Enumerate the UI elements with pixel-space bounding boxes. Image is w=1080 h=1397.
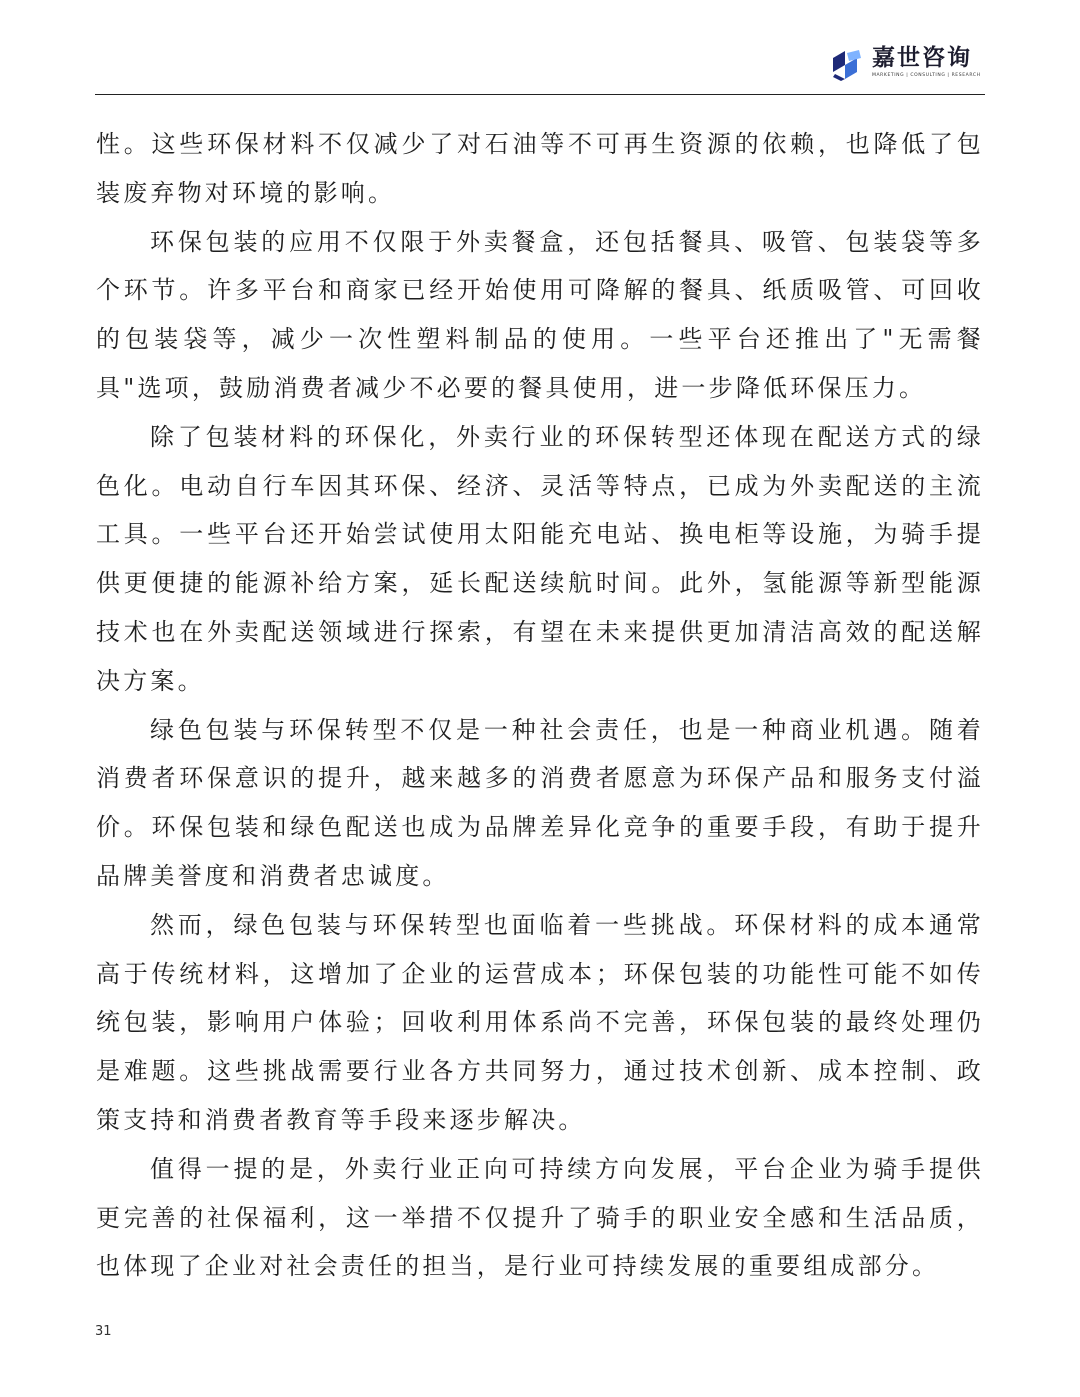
brand-text bbox=[872, 44, 981, 78]
paragraph: 环保包装的应用不仅限于外卖餐盒，还包括餐具、吸管、包装袋等多个环节。许多平台和商家已经开始使用可降解的餐具、纸质吸管、可回收的包装袋等，减少一次性塑料制品的使用。一些平台还推出了"无需餐具"选项，鼓励消费者减少不必要的餐具使用，进一步降低环保压力。 bbox=[96, 227, 984, 402]
body-text bbox=[96, 120, 984, 1291]
paragraph: 除了包装材料的环保化，外卖行业的环保转型还体现在配送方式的绿色化。电动自行车因其环保、经济、灵活等特点，已成为外卖配送的主流工具。一些平台还开始尝试使用太阳能充电站、换电柜等设施，为骑手提供更便捷的能源补给方案，延长配送续航时间。此外，氢能源等新型能源技术也在外卖配送领域进行探索，有望在未来提供更加清洁高效的配送解决方案。 bbox=[96, 422, 984, 695]
page-number: 31 bbox=[95, 1324, 112, 1339]
header-divider bbox=[95, 94, 985, 95]
brand-tagline: MARKETING | CONSULTING | RESEARCH bbox=[872, 73, 981, 78]
brand-name: 嘉世咨询 bbox=[872, 45, 972, 71]
paragraph: 绿色包装与环保转型不仅是一种社会责任，也是一种商业机遇。随着消费者环保意识的提升，越来越多的消费者愿意为环保产品和服务支付溢价。环保包装和绿色配送也成为品牌差异化竞争的重要手段，有助于提升品牌美誉度和消费者忠诚度。 bbox=[96, 715, 984, 890]
page-header bbox=[0, 0, 1080, 96]
paragraph: 然而，绿色包装与环保转型也面临着一些挑战。环保材料的成本通常高于传统材料，这增加了企业的运营成本；环保包装的功能性可能不如传统包装，影响用户体验；回收利用体系尚不完善，环保包装的最终处理仍是难题。这些挑战需要行业各方共同努力，通过技术创新、成本控制、政策支持和消费者教育等手段来逐步解决。 bbox=[96, 910, 984, 1134]
paragraph: 值得一提的是，外卖行业正向可持续方向发展，平台企业为骑手提供更完善的社保福利，这一举措不仅提升了骑手的职业安全感和生活品质，也体现了企业对社会责任的担当，是行业可持续发展的重要组成部分。 bbox=[96, 1154, 984, 1281]
brand-logo-icon bbox=[830, 48, 864, 82]
paragraph-continuation: 性。这些环保材料不仅减少了对石油等不可再生资源的依赖，也降低了包装废弃物对环境的影响。 bbox=[96, 130, 984, 207]
brand-logo bbox=[830, 44, 981, 88]
